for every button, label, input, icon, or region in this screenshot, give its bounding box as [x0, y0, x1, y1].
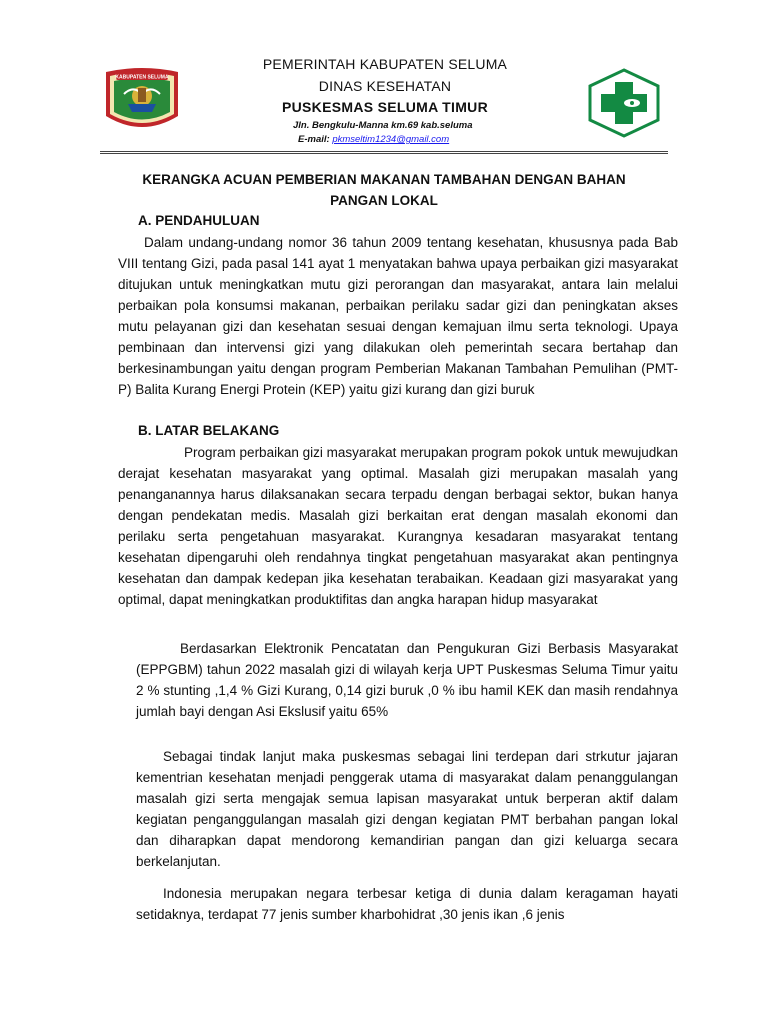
letterhead-divider [100, 151, 668, 152]
letterhead-government: PEMERINTAH KABUPATEN SELUMA [262, 56, 508, 72]
paragraph-pendahuluan: Dalam undang-undang nomor 36 tahun 2009 tentang kesehatan, khususnya pada Bab VIII tentang Gizi, pada pasal 141 ayat 1 menyatakan bahwa upaya perbaikan gizi masyarakat ditujukan untuk meningkatkan mutu gizi perorangan dan masyarakat, antara lain melalui perbaikan pola konsumsi makanan, perbaikan perilaku sadar gizi dan peningkatan akses mutu pelayanan gizi dan kesehatan sesuai dengan kemajuan ilmu serta teknologi. Upaya pembinaan dan intervensi gizi yang dilakukan oleh pemerintah secara bertahap dan berkesinambungan yaitu dengan program Pemberian Makanan Tambahan Pemulihan (PMT-P) Balita Kurang Energi Protein (KEP) yaitu gizi kurang dan gizi buruk [118, 235, 678, 397]
email-label: E-mail: [298, 134, 333, 145]
paragraph-latar-belakang-1: Program perbaikan gizi masyarakat merupakan program pokok untuk mewujudkan derajat kesehatan masyarakat yang optimal. Masalah gizi merupakan masalah yang penanganannya harus dilaksanakan secara terpadu dengan berbagai sektor, bukan hanya dengan pendekatan medis. Masalah gizi berkaitan erat dengan masalah ekonomi dan perilaku serta pengetahuan masyarakat. Kurangnya kesadaran masyarakat tentang kesehatan dipengaruhi oleh rendahnya tingkat pengetahuan masyarakat akan pentingnya kesehatan dan dampak kedepan jika kesehatan terabaikan. Keadaan gizi masyarakat yang optimal, dapat meningkatkan produktifitas dan angka harapan hidup masyarakat [118, 445, 678, 607]
logo-banner-text: KABUPATEN SELUMA [115, 74, 169, 81]
health-cross-logo-icon [586, 68, 662, 138]
letterhead-department: DINAS KESEHATAN [318, 78, 452, 94]
section-heading-pendahuluan: A. PENDAHULUAN [138, 213, 260, 228]
kabupaten-seluma-logo [102, 64, 182, 136]
paragraph-latar-belakang-2: Berdasarkan Elektronik Pencatatan dan Pengukuran Gizi Berbasis Masyarakat (EPPGBM) tahun 2022 masalah gizi di wilayah kerja UPT Puskesmas Seluma Timur yaitu 2 % stunting ,1,4 % Gizi Kurang, 0,14 gizi buruk ,0 % ibu hamil KEK dan masih rendahnya jumlah bayi dengan Asi Ekslusif yaitu 65% [136, 641, 678, 719]
letterhead-divider-thin [100, 153, 668, 154]
paragraph-latar-belakang-3: Sebagai tindak lanjut maka puskesmas sebagai lini terdepan dari strkutur jajaran kementrian kesehatan menjadi penggerak utama di masyarakat dalam penanggulangan masalah gizi serta mengajak semua lapisan masyarakat untuk berperan aktif dalam kegiatan penganggulangan masalah gizi dengan kegiatan PMT berbahan pangan lokal dan diharapkan dapat mendorong kemandirian pangan dan gizi keluarga secara berkelanjutan. [136, 749, 678, 869]
document-title-line2: PANGAN LOKAL [330, 193, 438, 208]
email-link[interactable]: pkmseltim1234@gmail.com [332, 134, 450, 145]
puskesmas-health-logo [586, 68, 662, 138]
document-title-line1: KERANGKA ACUAN PEMBERIAN MAKANAN TAMBAHAN DENGAN BAHAN [142, 172, 626, 187]
letterhead-puskesmas: PUSKESMAS SELUMA TIMUR [282, 99, 488, 115]
paragraph-latar-belakang-4: Indonesia merupakan negara terbesar ketiga di dunia dalam keragaman hayati setidaknya, terdapat 77 jenis sumber kharbohidrat ,30 jenis ikan ,6 jenis [136, 886, 678, 922]
letterhead-address: Jln. Bengkulu-Manna km.69 kab.seluma [293, 120, 473, 131]
letterhead-email-line [298, 134, 449, 145]
section-heading-latar-belakang: B. LATAR BELAKANG [138, 423, 280, 438]
